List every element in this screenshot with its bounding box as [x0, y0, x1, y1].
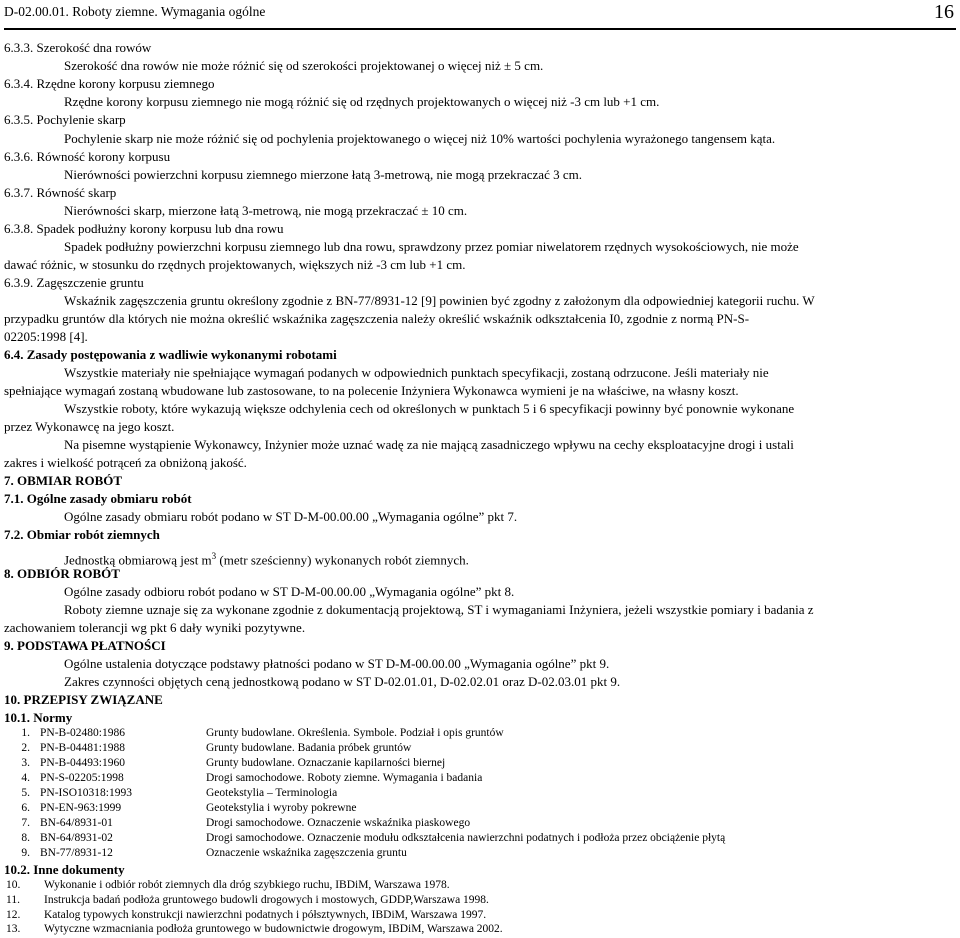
paragraph: spełniające wymagań zostaną wbudowane lub zastosowane, to na polecenie Inżyniera Wykonawca wymieni je na właściwe, na własny koszt. [4, 383, 739, 398]
norm-item: 9. BN-77/8931-12 Oznaczenie wskaźnika zagęszczenia gruntu [21, 847, 407, 859]
heading-8: 8. ODBIÓR ROBÓT [4, 566, 120, 581]
unit-superscript: 3 [211, 551, 217, 561]
norm-item: 5. PN-ISO10318:1993 Geotekstylia – Terminologia [21, 787, 338, 799]
heading-6-4: 6.4. Zasady postępowania z wadliwie wykonanymi robotami [4, 347, 337, 362]
heading-7: 7. OBMIAR ROBÓT [4, 473, 123, 488]
heading-6-3-8: 6.3.8. Spadek podłużny korony korpusu lub dna rowu [4, 221, 284, 236]
heading-6-3-5: 6.3.5. Pochylenie skarp [4, 112, 126, 127]
norm-item: 7. BN-64/8931-01 Drogi samochodowe. Oznaczenie wskaźnika piaskowego [21, 817, 471, 829]
paragraph: 02205:1998 [4]. [4, 329, 88, 344]
page-number: 16 [934, 1, 954, 23]
paragraph: przez Wykonawcę na jego koszt. [4, 419, 175, 434]
heading-10-1: 10.1. Normy [4, 710, 73, 725]
paragraph: Ogólne zasady obmiaru robót podano w ST D-M-00.00.00 „Wymagania ogólne” pkt 7. [64, 509, 518, 524]
norm-item: 3. PN-B-04493:1960 Grunty budowlane. Oznaczanie kapilarności biernej [21, 757, 446, 769]
paragraph: Ogólne zasady odbioru robót podano w ST D-M-00.00.00 „Wymagania ogólne” pkt 8. [64, 584, 515, 599]
running-header: D-02.00.01. Roboty ziemne. Wymagania ogólne [4, 4, 266, 19]
paragraph: Na pisemne wystąpienie Wykonawcy, Inżynier może uznać wadę za nie mającą zasadniczego wpływu na cechy eksploatacyjne drogi i ustali [64, 437, 794, 452]
heading-7-2: 7.2. Obmiar robót ziemnych [4, 527, 160, 542]
paragraph: dawać różnic, w stosunku do rzędnych projektowanych, większych niż -3 cm lub +1 cm. [4, 257, 466, 272]
paragraph: Wszystkie roboty, które wykazują większe odchylenia cech od określonych w punktach 5 i 6 specyfikacji powinny być ponownie wykonane [64, 401, 795, 416]
heading-10: 10. PRZEPISY ZWIĄZANE [4, 692, 163, 707]
heading-6-3-9: 6.3.9. Zagęszczenie gruntu [4, 275, 144, 290]
paragraph: zachowaniem tolerancji wg pkt 6 dały wyniki pozytywne. [4, 620, 306, 635]
paragraph: Ogólne ustalenia dotyczące podstawy płatności podano w ST D-M-00.00.00 „Wymagania ogólne” pkt 9. [64, 656, 610, 671]
heading-6-3-3: 6.3.3. Szerokość dna rowów [4, 40, 152, 55]
norm-item: 8. BN-64/8931-02 Drogi samochodowe. Oznaczenie modułu odkształcenia nawierzchni podatnych i podłoża przez obciążenie płytą [21, 832, 726, 844]
paragraph: Roboty ziemne uznaje się za wykonane zgodnie z dokumentacją projektową, ST i wymaganiami Inżyniera, jeżeli wszystkie pomiary i badania z [64, 602, 814, 617]
paragraph: Wskaźnik zagęszczenia gruntu określony zgodnie z BN-77/8931-12 [9] powinien być zgodny z założonym dla odpowiedniej kategorii ruchu. W [64, 293, 815, 308]
paragraph: Szerokość dna rowów nie może różnić się od szerokości projektowanej o więcej niż ± 5 cm. [64, 58, 544, 73]
norm-item: 4. PN-S-02205:1998 Drogi samochodowe. Roboty ziemne. Wymagania i badania [21, 772, 483, 784]
paragraph: Wszystkie materiały nie spełniające wymagań podanych w odpowiednich punktach specyfikacji, zostaną odrzucone. Jeśli materiały nie [64, 365, 769, 380]
paragraph: zakres i wielkość potrąceń za obniżoną jakość. [4, 455, 247, 470]
norm-item: 2. PN-B-04481:1988 Grunty budowlane. Badania próbek gruntów [21, 742, 412, 754]
document-item: 10. Wykonanie i odbiór robót ziemnych dla dróg szybkiego ruchu, IBDiM, Warszawa 1978. [6, 879, 450, 891]
heading-9: 9. PODSTAWA PŁATNOŚCI [4, 638, 166, 653]
paragraph: Nierówności powierzchni korpusu ziemnego mierzone łatą 3-metrową, nie mogą przekraczać 3 cm. [64, 167, 582, 182]
paragraph: Zakres czynności objętych ceną jednostkową podano w ST D-02.01.01, D-02.02.01 oraz D-02.03.01 pkt 9. [64, 674, 621, 689]
document-item: 13. Wytyczne wzmacniania podłoża gruntowego w budownictwie drogowym, IBDiM, Warszawa 2002. [6, 923, 503, 935]
heading-6-3-7: 6.3.7. Równość skarp [4, 185, 117, 200]
header-rule [4, 28, 956, 30]
paragraph-unit [64, 548, 469, 568]
paragraph: Spadek podłużny powierzchni korpusu ziemnego lub dna rowu, sprawdzony przez pomiar niwelatorem rzędnych wysokościowych, nie może [64, 239, 799, 254]
unit-text-end: (metr sześcienny) wykonanych robót ziemnych. [216, 552, 469, 568]
unit-text: Jednostką obmiarową jest m [64, 552, 212, 568]
heading-7-1: 7.1. Ogólne zasady obmiaru robót [4, 491, 192, 506]
paragraph: Rzędne korony korpusu ziemnego nie mogą różnić się od rzędnych projektowanych o więcej niż -3 cm lub +1 cm. [64, 94, 660, 109]
norm-item: 6. PN-EN-963:1999 Geotekstylia i wyroby pokrewne [21, 802, 357, 814]
paragraph: Pochylenie skarp nie może różnić się od pochylenia projektowanego o więcej niż 10% wartości pochylenia wyrażonego tangensem kąta. [64, 131, 776, 146]
heading-6-3-4: 6.3.4. Rzędne korony korpusu ziemnego [4, 76, 215, 91]
document-item: 12. Katalog typowych konstrukcji nawierzchni podatnych i półsztywnych, IBDiM, Warszawa 1997. [6, 909, 487, 921]
document-item: 11. Instrukcja badań podłoża gruntowego budowli drogowych i mostowych, GDDP,Warszawa 1998. [6, 894, 489, 906]
paragraph: Nierówności skarp, mierzone łatą 3-metrową, nie mogą przekraczać ± 10 cm. [64, 203, 468, 218]
heading-10-2: 10.2. Inne dokumenty [4, 862, 125, 877]
heading-6-3-6: 6.3.6. Równość korony korpusu [4, 149, 171, 164]
norm-item: 1. PN-B-02480:1986 Grunty budowlane. Określenia. Symbole. Podział i opis gruntów [21, 727, 504, 739]
paragraph: przypadku gruntów dla których nie można określić wskaźnika zagęszczenia należy określić wskaźnik odkształcenia I0, zgodnie z normą PN-S- [4, 311, 750, 326]
